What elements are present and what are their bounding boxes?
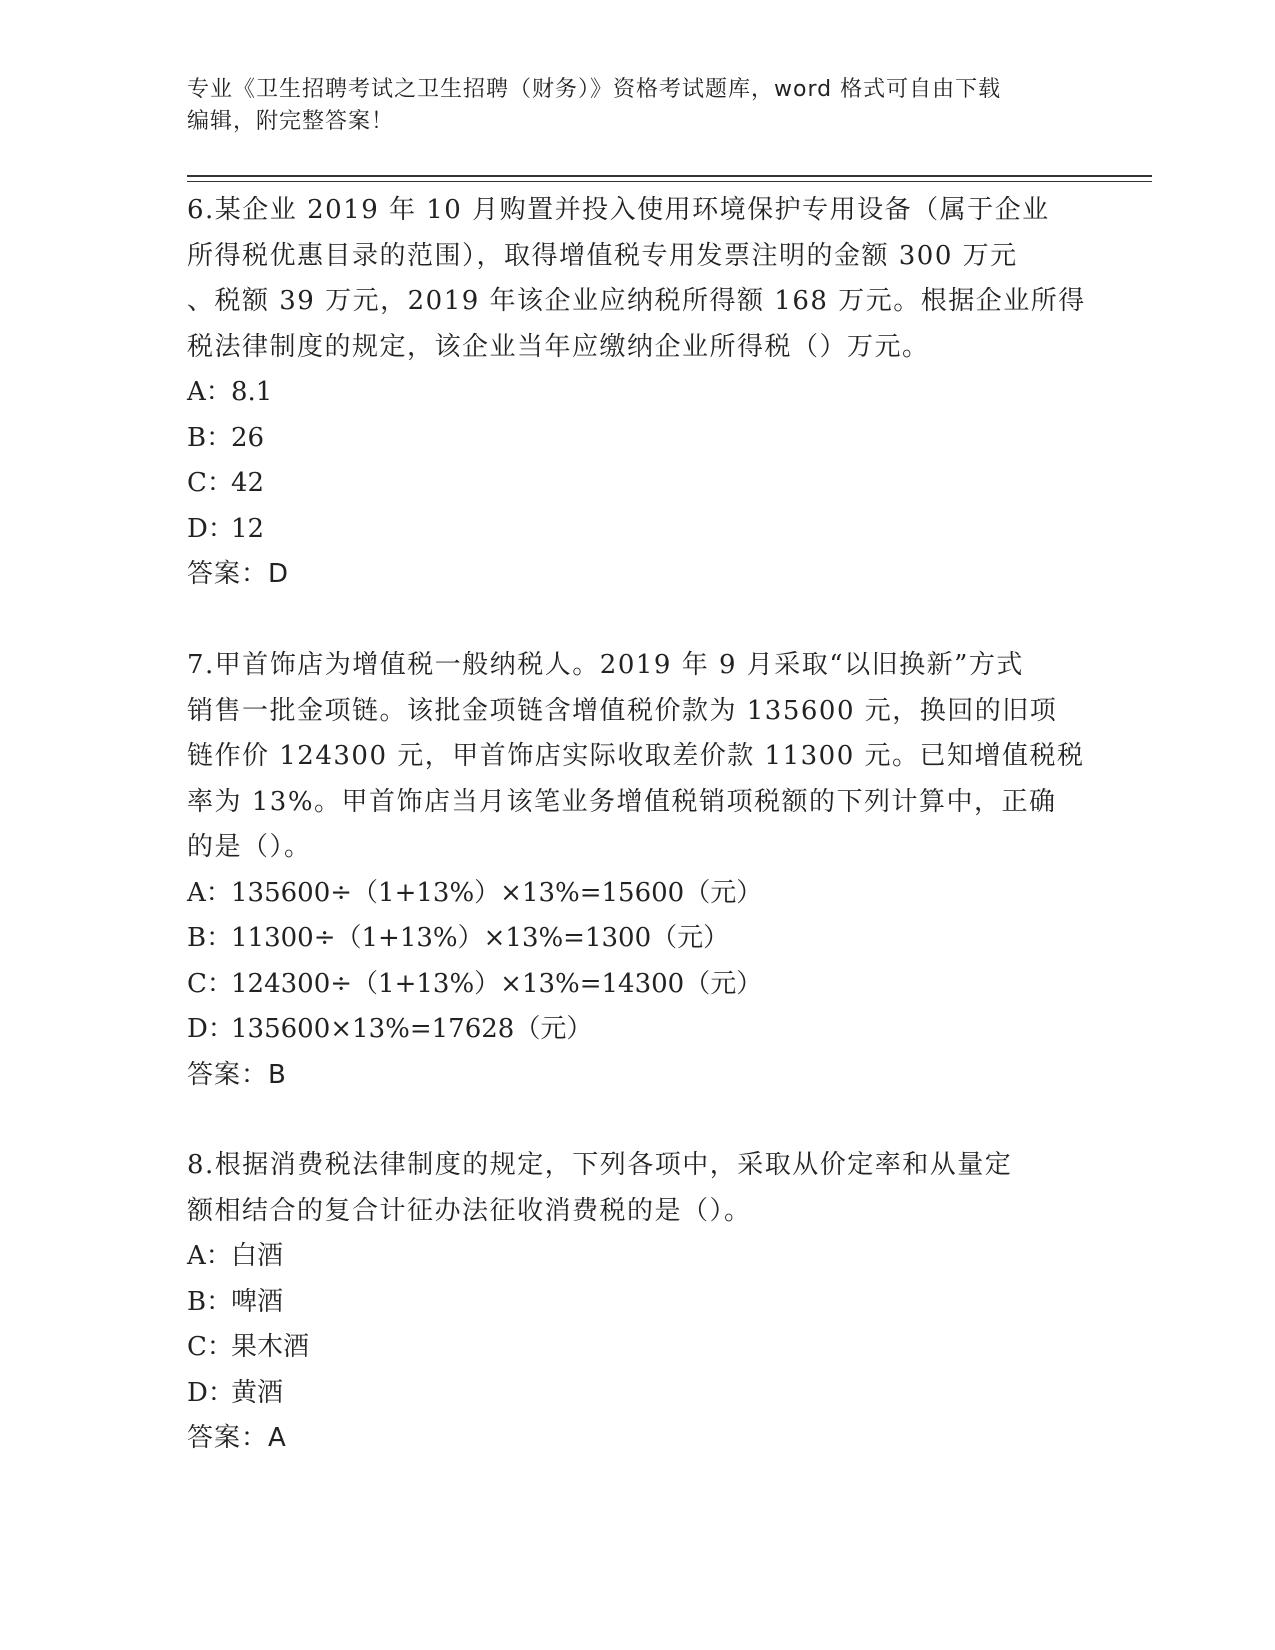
answer-line: 答案：D — [187, 559, 290, 589]
option-a — [187, 1234, 1087, 1280]
stem-line: 销售一批金项链。该批金项链含增值税价款为 135600 元，换回的旧项 — [187, 695, 1058, 726]
answer-line: 答案：B — [187, 1059, 287, 1090]
header-line: 编辑，附完整答案！ — [187, 109, 395, 134]
question-block — [187, 188, 1087, 598]
option-text: 42 — [231, 468, 265, 498]
answer-line: 答案：A — [187, 1423, 287, 1453]
option-key: D： — [187, 1014, 234, 1044]
stem-line: 链作价 124300 元，甲首饰店实际收取差价款 11300 元。已知增值税税 — [187, 741, 1085, 771]
stem-line: 税法律制度的规定，该企业当年应缴纳企业所得税（）万元。 — [187, 331, 930, 362]
option-c — [187, 461, 1087, 507]
option-b — [187, 1280, 1087, 1326]
stem-line: 所得税优惠目录的范围），取得增值税专用发票注明的金额 300 万元 — [187, 240, 1018, 271]
option-c — [187, 1325, 1087, 1371]
stem-line: 的是（）。 — [187, 832, 312, 862]
option-key: B： — [187, 1286, 233, 1317]
stem-line: 率为 13%。甲首饰店当月该笔业务增值税销项税额的下列计算中，正确 — [187, 786, 1057, 817]
option-text: 果木酒 — [231, 1332, 310, 1362]
option-text: 12 — [231, 513, 265, 544]
option-b — [187, 916, 1087, 962]
option-d — [187, 1371, 1087, 1417]
header-line: 专业《卫生招聘考试之卫生招聘（财务）》资格考试题库，word 格式可自由下载 — [187, 77, 1002, 102]
question-stem — [187, 188, 1087, 370]
option-text: 啤酒 — [231, 1286, 284, 1317]
question-block — [187, 1143, 1087, 1462]
stem-line: 8.根据消费税法律制度的规定，下列各项中，采取从价定率和从量定 — [187, 1150, 1013, 1180]
option-key: B： — [187, 422, 233, 453]
option-key: B： — [187, 923, 233, 953]
option-a — [187, 370, 1087, 416]
option-text: 白酒 — [231, 1241, 284, 1271]
option-key: A： — [187, 377, 232, 407]
option-text: 124300÷（1+13%）×13%=14300（元） — [231, 968, 763, 999]
option-text: 11300÷（1+13%）×13%=1300（元） — [231, 923, 730, 953]
option-text: 26 — [231, 422, 265, 453]
document-header — [187, 74, 1087, 138]
option-c — [187, 962, 1087, 1008]
option-key: D： — [187, 513, 234, 544]
option-d — [187, 507, 1087, 553]
header-divider — [187, 175, 1152, 177]
stem-line: 额相结合的复合计征办法征收消费税的是（）。 — [187, 1195, 752, 1226]
option-b — [187, 416, 1087, 462]
option-key: D： — [187, 1377, 234, 1408]
option-d — [187, 1007, 1087, 1053]
question-stem — [187, 643, 1087, 871]
option-key: C： — [187, 1332, 233, 1362]
stem-line: 7.甲首饰店为增值税一般纳税人。2019 年 9 月采取“以旧换新”方式 — [187, 650, 1024, 680]
option-text: 135600×13%=17628（元） — [231, 1014, 593, 1044]
option-a — [187, 871, 1087, 917]
option-key: A： — [187, 877, 232, 908]
option-key: C： — [187, 968, 233, 999]
option-text: 黄酒 — [231, 1377, 284, 1408]
stem-line: 、税额 39 万元，2019 年该企业应纳税所得额 168 万元。根据企业所得 — [187, 286, 1086, 316]
header-divider-thin — [187, 181, 1152, 182]
option-text: 8.1 — [231, 377, 273, 407]
option-key: A： — [187, 1241, 232, 1271]
stem-line: 6.某企业 2019 年 10 月购置并投入使用环境保护专用设备（属于企业 — [187, 195, 1050, 225]
question-block — [187, 643, 1087, 1098]
question-stem — [187, 1143, 1087, 1234]
option-key: C： — [187, 468, 233, 498]
option-text: 135600÷（1+13%）×13%=15600（元） — [231, 877, 763, 908]
